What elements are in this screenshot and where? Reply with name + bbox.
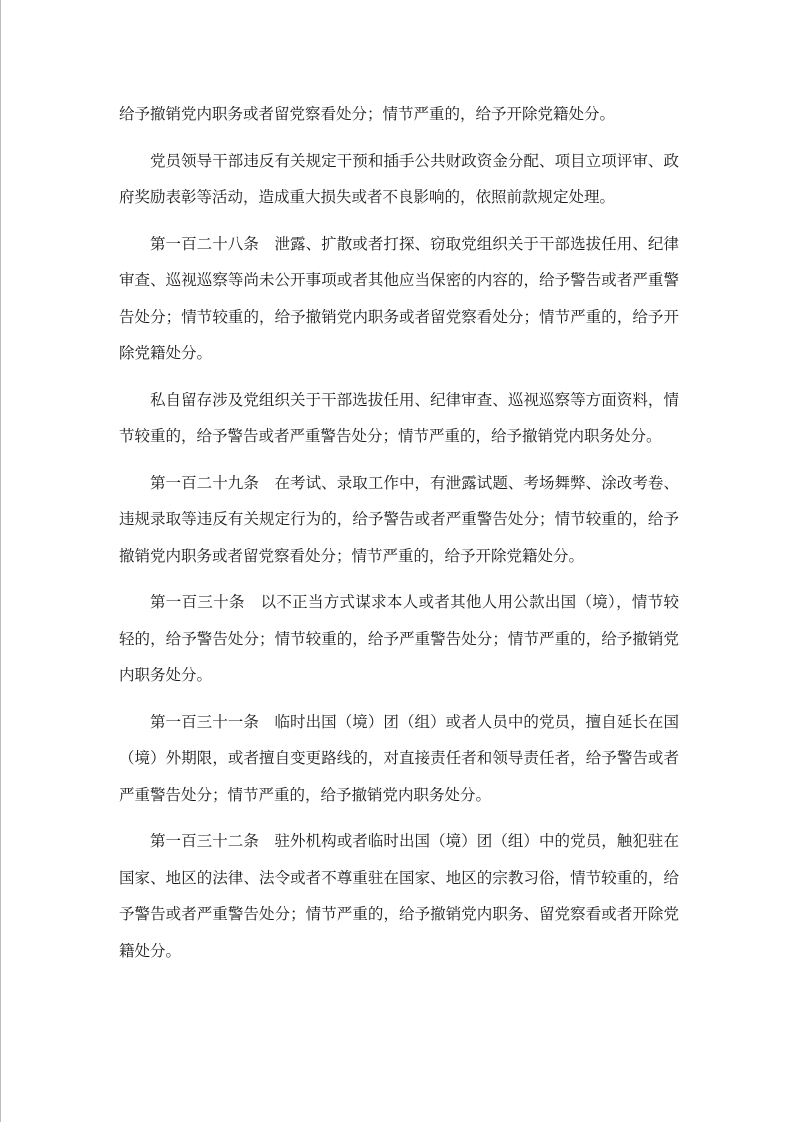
- paragraph-text: 在考试、录取工作中，有泄露试题、考场舞弊、涂改考卷、违规录取等违反有关规定行为的，给予警告或者严重警告处分；情节较重的，给予撤销党内职务或者留党察看处分；情节严重的，给予开除党籍处分。: [119, 473, 679, 565]
- article-number: 第一百二十八条: [150, 234, 259, 253]
- paragraph-2: [119, 143, 679, 216]
- article-number: 第一百三十一条: [150, 712, 259, 731]
- article-128: [119, 226, 679, 372]
- paragraph-text: 给予撤销党内职务或者留党察看处分；情节严重的，给予开除党籍处分。: [119, 105, 616, 123]
- paragraph-text: 驻外机构或者临时出国（境）团（组）中的党员，触犯驻在国家、地区的法律、法令或者不尊重驻在国家、地区的宗教习俗，情节较重的，给予警告或者严重警告处分；情节严重的，给予撤销党内职务、留党察看或者开除党籍处分。: [119, 832, 679, 960]
- paragraph-text: 以不正当方式谋求本人或者其他人用公款出国（境），情节较轻的，给予警告处分；情节较重的，给予严重警告处分；情节严重的，给予撤销党内职务处分。: [119, 593, 679, 684]
- article-132: [119, 823, 679, 969]
- paragraph-4: [119, 382, 679, 455]
- article-130: [119, 584, 679, 694]
- article-131: [119, 704, 679, 814]
- paragraph-1: [119, 96, 679, 133]
- article-129: [119, 465, 679, 575]
- article-number: 第一百三十条: [150, 593, 245, 611]
- document-body: [119, 96, 679, 979]
- article-number: 第一百二十九条: [150, 473, 259, 492]
- paragraph-text: 党员领导干部违反有关规定干预和插手公共财政资金分配、项目立项评审、政府奖励表彰等活动，造成重大损失或者不良影响的，依照前款规定处理。: [119, 151, 679, 206]
- article-number: 第一百三十二条: [150, 832, 259, 850]
- paragraph-text: 泄露、扩散或者打探、窃取党组织关于干部选拔任用、纪律审查、巡视巡察等尚未公开事项或者其他应当保密的内容的，给予警告或者严重警告处分；情节较重的，给予撤销党内职务或者留党察看处分；情节严重的，给予开除党籍处分。: [119, 234, 679, 362]
- paragraph-text: 私自留存涉及党组织关于干部选拔任用、纪律审查、巡视巡察等方面资料，情节较重的，给予警告或者严重警告处分；情节严重的，给予撤销党内职务处分。: [119, 390, 679, 445]
- paragraph-text: 临时出国（境）团（组）或者人员中的党员，擅自延长在国（境）外期限，或者擅自变更路线的，对直接责任者和领导责任者，给予警告或者严重警告处分；情节严重的，给予撤销党内职务处分。: [119, 712, 679, 804]
